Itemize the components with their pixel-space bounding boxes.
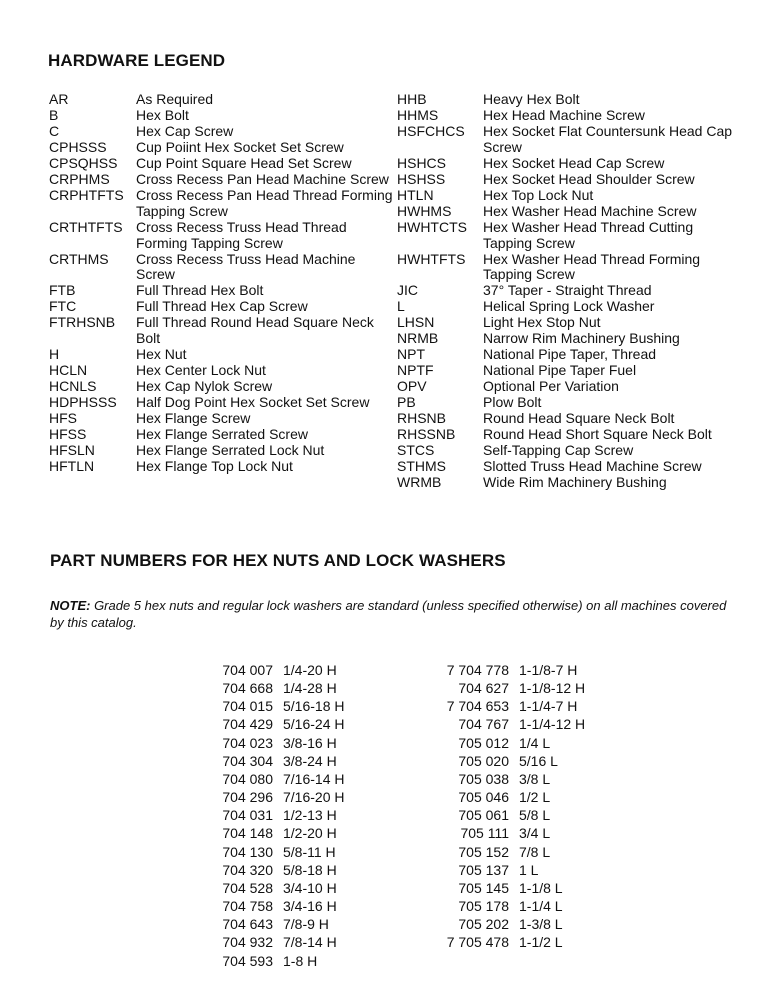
legend-entry (397, 156, 737, 172)
legend-entry (49, 443, 394, 459)
part-size: 3/8-16 H (283, 734, 337, 751)
legend-abbreviation: H (49, 346, 60, 363)
legend-abbreviation: NPTF (397, 362, 434, 379)
legend-entry (49, 379, 394, 395)
legend-entry (397, 252, 737, 284)
legend-meaning: 37° Taper - Straight Thread (483, 282, 652, 299)
legend-entry (49, 427, 394, 443)
part-number-row (215, 915, 344, 933)
part-number: 704 130 (222, 843, 273, 860)
part-size: 3/4 L (519, 825, 551, 842)
part-number-row (433, 697, 585, 715)
part-number-row (215, 715, 344, 733)
legend-entry (397, 363, 737, 379)
legend-meaning: Hex Flange Serrated Screw (136, 426, 308, 443)
part-size: 1-1/8-7 H (519, 662, 578, 678)
part-size: 3/8-24 H (283, 752, 337, 769)
part-size: 1-1/2 L (519, 934, 563, 951)
legend-meaning: Cup Poiint Hex Socket Set Screw (136, 138, 344, 155)
part-number: 705 020 (458, 752, 509, 769)
legend-entry (49, 395, 394, 411)
legend-abbreviation: HWHTFTS (397, 250, 466, 267)
part-number: 7 705 478 (446, 934, 509, 951)
legend-abbreviation: CRPHTFTS (49, 186, 124, 203)
legend-abbreviation: HFS (49, 410, 77, 427)
part-size: 1/2-13 H (283, 807, 337, 824)
legend-entry (397, 475, 737, 491)
legend-entry (49, 172, 394, 188)
legend-meaning: Hex Socket Head Cap Screw (483, 154, 665, 171)
part-number-row (215, 770, 344, 788)
part-size: 7/8 L (519, 843, 551, 860)
part-number: 704 593 (222, 952, 273, 969)
part-size: 7/16-20 H (283, 789, 345, 806)
part-number: 704 007 (222, 662, 273, 678)
part-size: 1/2 L (519, 789, 551, 806)
part-size: 3/4-10 H (283, 879, 337, 896)
legend-entry (49, 220, 394, 252)
part-number: 705 152 (458, 843, 509, 860)
part-number: 704 767 (458, 716, 509, 733)
part-size: 1/2-20 H (283, 825, 337, 842)
part-size: 1-1/8 L (519, 879, 563, 896)
legend-meaning: Round Head Short Square Neck Bolt (483, 426, 712, 443)
part-number-row (433, 861, 585, 879)
part-number-row (433, 770, 585, 788)
parts-right-column (433, 661, 585, 952)
legend-meaning: Hex Cap Screw (136, 122, 234, 139)
part-number: 705 202 (458, 916, 509, 933)
part-number: 705 178 (458, 898, 509, 915)
part-number: 704 015 (222, 698, 273, 715)
legend-abbreviation: PB (397, 394, 416, 411)
legend-entry (397, 108, 737, 124)
part-size: 1/4 L (519, 734, 551, 751)
legend-entry (397, 395, 737, 411)
legend-abbreviation: HFSS (49, 426, 87, 443)
legend-meaning: National Pipe Taper Fuel (483, 362, 637, 379)
legend-entry (397, 204, 737, 220)
legend-abbreviation: FTC (49, 298, 77, 315)
part-number-row (215, 879, 344, 897)
part-number-row (215, 806, 344, 824)
legend-meaning: Plow Bolt (483, 394, 542, 411)
part-number-row (433, 915, 585, 933)
legend-meaning: Hex Flange Serrated Lock Nut (136, 441, 325, 458)
part-number: 7 704 778 (446, 662, 509, 678)
part-number: 704 080 (222, 770, 273, 787)
legend-abbreviation: STHMS (397, 457, 446, 474)
part-size: 1/4-28 H (283, 680, 337, 697)
legend-meaning: Hex Head Machine Screw (483, 106, 645, 123)
part-number: 705 061 (458, 807, 509, 824)
legend-entry (397, 427, 737, 443)
legend-abbreviation: HSHCS (397, 154, 447, 171)
legend-meaning: Hex Center Lock Nut (136, 362, 266, 379)
part-number: 705 046 (458, 789, 509, 806)
part-number: 704 023 (222, 734, 273, 751)
part-number: 705 137 (458, 861, 509, 878)
legend-entry (397, 331, 737, 347)
legend-entry (49, 108, 394, 124)
legend-meaning: Light Hex Stop Nut (483, 314, 601, 331)
part-number: 704 758 (222, 898, 273, 915)
part-size: 7/16-14 H (283, 770, 345, 787)
legend-meaning: Wide Rim Machinery Bushing (483, 473, 667, 490)
part-number-row (215, 933, 344, 951)
legend-entry (49, 92, 394, 108)
part-number: 705 111 (460, 825, 509, 842)
part-number: 704 643 (222, 916, 273, 933)
legend-entry (49, 124, 394, 140)
legend-entry (49, 347, 394, 363)
legend-meaning: Hex Socket Head Shoulder Screw (483, 170, 695, 187)
legend-abbreviation: OPV (397, 378, 427, 395)
note-label: NOTE: (50, 598, 91, 613)
legend-meaning: Hex Socket Flat Countersunk Head Cap Screw (483, 122, 733, 155)
legend-entry (397, 188, 737, 204)
part-number-row (433, 824, 585, 842)
part-size: 1/4-20 H (283, 662, 337, 678)
legend-abbreviation: NRMB (397, 330, 439, 347)
part-size: 5/8-11 H (283, 843, 336, 860)
legend-entry (397, 124, 737, 156)
legend-abbreviation: AR (49, 91, 69, 107)
legend-meaning: Self-Tapping Cap Screw (483, 441, 634, 458)
parts-left-column (215, 661, 344, 970)
legend-meaning: Full Thread Hex Cap Screw (136, 298, 308, 315)
legend-abbreviation: NPT (397, 346, 425, 363)
part-size: 1-1/8-12 H (519, 680, 586, 697)
part-size: 1 L (519, 861, 539, 878)
part-number: 7 704 653 (446, 698, 509, 715)
legend-entry (397, 443, 737, 459)
legend-entry (397, 315, 737, 331)
legend-abbreviation: CPHSSS (49, 138, 107, 155)
part-number: 705 012 (458, 734, 509, 751)
part-number: 704 627 (458, 680, 509, 697)
legend-abbreviation: HWHTCTS (397, 218, 467, 235)
part-number-row (433, 933, 585, 951)
part-number-row (433, 715, 585, 733)
legend-meaning: Cross Recess Pan Head Thread Forming Tapping Screw (136, 186, 393, 219)
part-number: 704 528 (222, 879, 273, 896)
legend-entry (397, 172, 737, 188)
part-number-row (215, 897, 344, 915)
legend-abbreviation: HCLN (49, 362, 88, 379)
legend-abbreviation: RHSSNB (397, 426, 456, 443)
part-number: 704 668 (222, 680, 273, 697)
legend-meaning: Heavy Hex Bolt (483, 91, 580, 107)
legend-meaning: Hex Washer Head Thread Cutting Tapping Screw (483, 218, 694, 251)
legend-entry (49, 315, 394, 347)
legend-abbreviation: HDPHSSS (49, 394, 117, 411)
legend-entry (49, 411, 394, 427)
legend-meaning: Helical Spring Lock Washer (483, 298, 655, 315)
part-size: 7/8-9 H (283, 916, 329, 933)
legend-left-column (49, 92, 394, 475)
note-paragraph (50, 597, 740, 631)
part-number: 705 038 (458, 770, 509, 787)
legend-entry (49, 459, 394, 475)
legend-meaning: Slotted Truss Head Machine Screw (483, 457, 702, 474)
legend-abbreviation: HSHSS (397, 170, 446, 187)
legend-abbreviation: WRMB (397, 473, 442, 490)
legend-abbreviation: CRTHTFTS (49, 218, 123, 235)
legend-right-column (397, 92, 737, 491)
legend-entry (49, 283, 394, 299)
part-number-row (215, 661, 344, 679)
part-number-row (433, 843, 585, 861)
legend-entry (49, 140, 394, 156)
part-size: 5/8-18 H (283, 861, 337, 878)
legend-abbreviation: HHMS (397, 106, 439, 123)
part-number-row (215, 752, 344, 770)
legend-abbreviation: C (49, 122, 60, 139)
legend-abbreviation: LHSN (397, 314, 435, 331)
part-size: 5/16 L (519, 752, 558, 769)
legend-entry (49, 252, 394, 284)
part-size: 3/4-16 H (283, 898, 337, 915)
legend-meaning: Hex Cap Nylok Screw (136, 378, 273, 395)
legend-entry (397, 347, 737, 363)
part-number: 704 932 (222, 934, 273, 951)
part-number: 704 429 (222, 716, 273, 733)
part-number-row (433, 734, 585, 752)
part-number-row (215, 843, 344, 861)
legend-abbreviation: B (49, 106, 59, 123)
legend-meaning: As Required (136, 91, 214, 107)
part-number: 704 320 (222, 861, 273, 878)
legend-meaning: Hex Washer Head Machine Screw (483, 202, 697, 219)
part-size: 1-1/4 L (519, 898, 563, 915)
part-number-row (215, 861, 344, 879)
legend-meaning: Cross Recess Truss Head Thread Forming Tapping Screw (136, 218, 347, 251)
note-text: Grade 5 hex nuts and regular lock washers are standard (unless specified otherwise) on all machines covered by this catalog. (50, 598, 727, 630)
part-size: 1-3/8 L (519, 916, 563, 933)
part-number: 705 145 (458, 879, 509, 896)
part-size: 3/8 L (519, 770, 551, 787)
legend-meaning: Optional Per Variation (483, 378, 619, 395)
part-number-row (433, 879, 585, 897)
legend-abbreviation: HCNLS (49, 378, 97, 395)
legend-entry (397, 299, 737, 315)
part-number-row (215, 952, 344, 970)
legend-abbreviation: FTB (49, 282, 76, 299)
part-number: 704 031 (222, 807, 273, 824)
part-size: 1-8 H (283, 952, 318, 969)
legend-entry (397, 411, 737, 427)
legend-abbreviation: RHSNB (397, 410, 447, 427)
legend-abbreviation: L (397, 298, 405, 315)
part-size: 1-1/4-12 H (519, 716, 586, 733)
part-number-row (433, 806, 585, 824)
legend-entry (397, 379, 737, 395)
part-number-row (215, 788, 344, 806)
part-number-row (433, 788, 585, 806)
legend-abbreviation: JIC (397, 282, 418, 299)
legend-meaning: National Pipe Taper, Thread (483, 346, 657, 363)
legend-meaning: Half Dog Point Hex Socket Set Screw (136, 394, 370, 411)
part-number-row (215, 679, 344, 697)
legend-meaning: Full Thread Round Head Square Neck Bolt (136, 314, 374, 347)
legend-meaning: Hex Top Lock Nut (483, 186, 594, 203)
legend-abbreviation: CPSQHSS (49, 154, 118, 171)
legend-meaning: Hex Bolt (136, 106, 189, 123)
part-number-row (433, 661, 585, 679)
legend-abbreviation: HFTLN (49, 457, 95, 474)
legend-abbreviation: HTLN (397, 186, 434, 203)
hardware-legend-title: HARDWARE LEGEND (48, 51, 226, 70)
legend-meaning: Cross Recess Pan Head Machine Screw (136, 170, 389, 187)
legend-entry (49, 188, 394, 220)
legend-entry (49, 156, 394, 172)
legend-abbreviation: FTRHSNB (49, 314, 116, 331)
legend-entry (397, 283, 737, 299)
part-size: 7/8-14 H (283, 934, 337, 951)
part-number-row (215, 697, 344, 715)
part-number: 704 296 (222, 789, 273, 806)
part-number: 704 304 (222, 752, 273, 769)
legend-meaning: Round Head Square Neck Bolt (483, 410, 675, 427)
legend-meaning: Hex Washer Head Thread Forming Tapping Screw (483, 250, 701, 283)
part-numbers-title: PART NUMBERS FOR HEX NUTS AND LOCK WASHERS (50, 551, 506, 570)
legend-meaning: Narrow Rim Machinery Bushing (483, 330, 680, 347)
legend-meaning: Cup Point Square Head Set Screw (136, 154, 352, 171)
legend-meaning: Cross Recess Truss Head Machine Screw (136, 250, 356, 283)
legend-abbreviation: HWHMS (397, 202, 452, 219)
legend-entry (49, 363, 394, 379)
part-number: 704 148 (222, 825, 273, 842)
legend-abbreviation: HFSLN (49, 441, 95, 458)
legend-entry (397, 459, 737, 475)
legend-entry (397, 92, 737, 108)
legend-abbreviation: HSFCHCS (397, 122, 465, 139)
legend-abbreviation: CRTHMS (49, 250, 109, 267)
part-size: 5/16-18 H (283, 698, 345, 715)
part-size: 5/16-24 H (283, 716, 345, 733)
part-number-row (215, 824, 344, 842)
legend-abbreviation: STCS (397, 441, 435, 458)
legend-entry (49, 299, 394, 315)
legend-meaning: Full Thread Hex Bolt (136, 282, 264, 299)
legend-abbreviation: CRPHMS (49, 170, 110, 187)
legend-meaning: Hex Flange Top Lock Nut (136, 457, 293, 474)
part-number-row (433, 679, 585, 697)
part-number-row (215, 734, 344, 752)
part-number-row (433, 752, 585, 770)
part-size: 5/8 L (519, 807, 551, 824)
legend-abbreviation: HHB (397, 91, 427, 107)
part-number-row (433, 897, 585, 915)
part-size: 1-1/4-7 H (519, 698, 578, 715)
legend-meaning: Hex Flange Screw (136, 410, 251, 427)
legend-entry (397, 220, 737, 252)
legend-meaning: Hex Nut (136, 346, 187, 363)
